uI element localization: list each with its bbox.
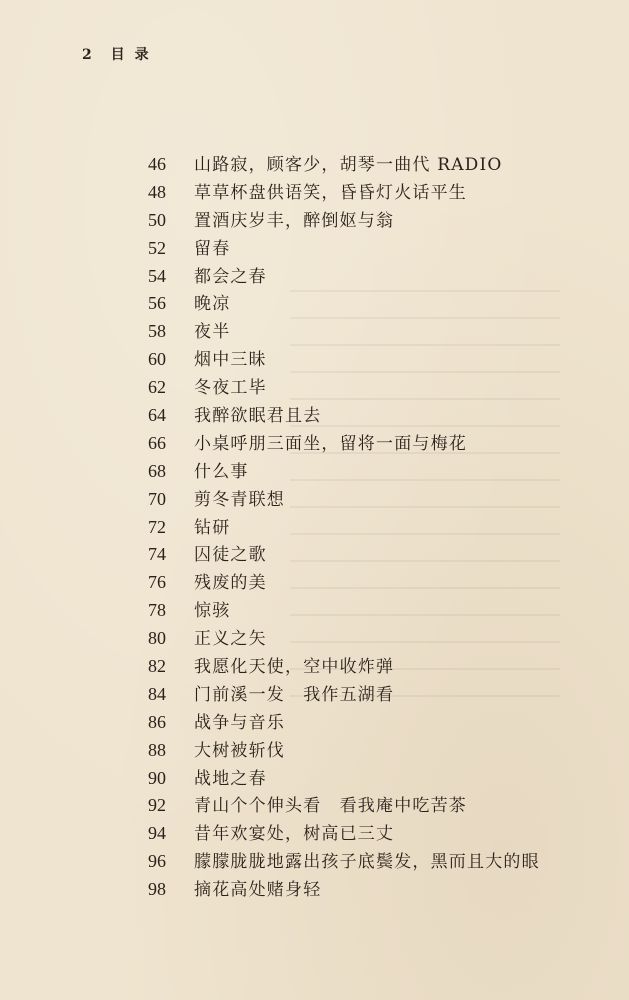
- toc-title: 青山个个伸头看 看我庵中吃苦茶: [194, 796, 467, 817]
- toc-page-number: 48: [148, 181, 166, 202]
- toc-entry: [148, 235, 540, 263]
- toc-title: 我愿化天使，空中收炸弹: [194, 657, 395, 678]
- toc-title: 残废的美: [194, 573, 267, 594]
- toc-title: 战地之春: [194, 768, 267, 789]
- toc-entry: [148, 653, 540, 681]
- toc-entry: [148, 402, 540, 430]
- toc-entry: [148, 207, 540, 235]
- toc-entry: [148, 765, 540, 793]
- toc-page-number: 78: [148, 600, 166, 621]
- toc-page-number: 56: [148, 293, 166, 314]
- toc-page-number: 94: [148, 823, 166, 844]
- toc-entry: [148, 290, 540, 318]
- toc-entry: [148, 597, 540, 625]
- toc-page-number: 66: [148, 432, 166, 453]
- toc-entry: [148, 541, 540, 569]
- toc-title: 囚徒之歌: [194, 545, 267, 566]
- toc-page-number: 76: [148, 572, 166, 593]
- toc-title: 正义之矢: [194, 629, 267, 650]
- toc-page-number: 64: [148, 405, 166, 426]
- toc-title: 昔年欢宴处，树高已三丈: [194, 824, 395, 845]
- toc-page-number: 72: [148, 516, 166, 537]
- toc-page-number: 86: [148, 711, 166, 732]
- toc-entry: [148, 681, 540, 709]
- toc-title: 朦朦胧胧地露出孩子底鬓发，黑而且大的眼: [194, 852, 540, 873]
- toc-entry: [148, 625, 540, 653]
- toc-page-number: 62: [148, 377, 166, 398]
- header-title: 目录: [110, 47, 159, 63]
- toc-entry: [148, 820, 540, 848]
- toc-page-number: 70: [148, 488, 166, 509]
- toc-entry: [148, 514, 540, 542]
- header-page-number: 2: [82, 47, 93, 63]
- toc-page-number: 54: [148, 265, 166, 286]
- toc-entry: [148, 709, 540, 737]
- toc-entry: [148, 486, 540, 514]
- toc-entry: [148, 876, 540, 904]
- running-header: [82, 44, 159, 64]
- toc-entry: [148, 374, 540, 402]
- toc-title: 烟中三昧: [194, 350, 267, 371]
- toc-entry: [148, 569, 540, 597]
- toc-title: 钻研: [194, 517, 231, 538]
- toc-title: 晚凉: [194, 294, 231, 315]
- toc-title: 大树被斩伐: [194, 740, 285, 761]
- toc-page-number: 74: [148, 544, 166, 565]
- toc-page-number: 92: [148, 795, 166, 816]
- toc-title: 摘花高处赌身轻: [194, 880, 322, 901]
- toc-page-number: 50: [148, 209, 166, 230]
- toc-entry: [148, 263, 540, 291]
- toc-page-number: 60: [148, 349, 166, 370]
- toc-title: 我醉欲眠君且去: [194, 406, 322, 427]
- toc-page-number: 82: [148, 656, 166, 677]
- toc-page-number: 98: [148, 879, 166, 900]
- toc-title: 惊骇: [194, 601, 231, 622]
- toc-page-number: 84: [148, 683, 166, 704]
- toc-title: 置酒庆岁丰，醉倒妪与翁: [194, 210, 395, 231]
- toc-title: 门前溪一发 我作五湖看: [194, 684, 395, 705]
- toc-title: 草草杯盘供语笑，昏昏灯火话平生: [194, 182, 467, 203]
- toc-page-number: 52: [148, 237, 166, 258]
- toc-entry: [148, 179, 540, 207]
- toc-page-number: 58: [148, 321, 166, 342]
- toc-entry: [148, 792, 540, 820]
- toc-title: 留春: [194, 238, 231, 259]
- toc-title: 什么事: [194, 461, 249, 482]
- toc-page-number: 80: [148, 628, 166, 649]
- toc-entry: [148, 848, 540, 876]
- toc-page-number: 96: [148, 851, 166, 872]
- toc-entry: [148, 346, 540, 374]
- toc-entry: [148, 430, 540, 458]
- toc-page-number: 88: [148, 739, 166, 760]
- toc-title: 战争与音乐: [194, 712, 285, 733]
- toc-title: 冬夜工毕: [194, 378, 267, 399]
- toc-entry: [148, 151, 540, 179]
- toc-entry: [148, 737, 540, 765]
- toc-title: 都会之春: [194, 266, 267, 287]
- table-of-contents: [148, 151, 540, 904]
- toc-page-number: 90: [148, 767, 166, 788]
- toc-entry: [148, 458, 540, 486]
- toc-title: 夜半: [194, 322, 231, 343]
- toc-page-number: 68: [148, 460, 166, 481]
- toc-title: 剪冬青联想: [194, 489, 285, 510]
- toc-title: 山路寂，顾客少，胡琴一曲代 RADIO: [194, 155, 503, 175]
- toc-page-number: 46: [148, 154, 166, 174]
- toc-entry: [148, 318, 540, 346]
- toc-title: 小桌呼朋三面坐，留将一面与梅花: [194, 433, 467, 454]
